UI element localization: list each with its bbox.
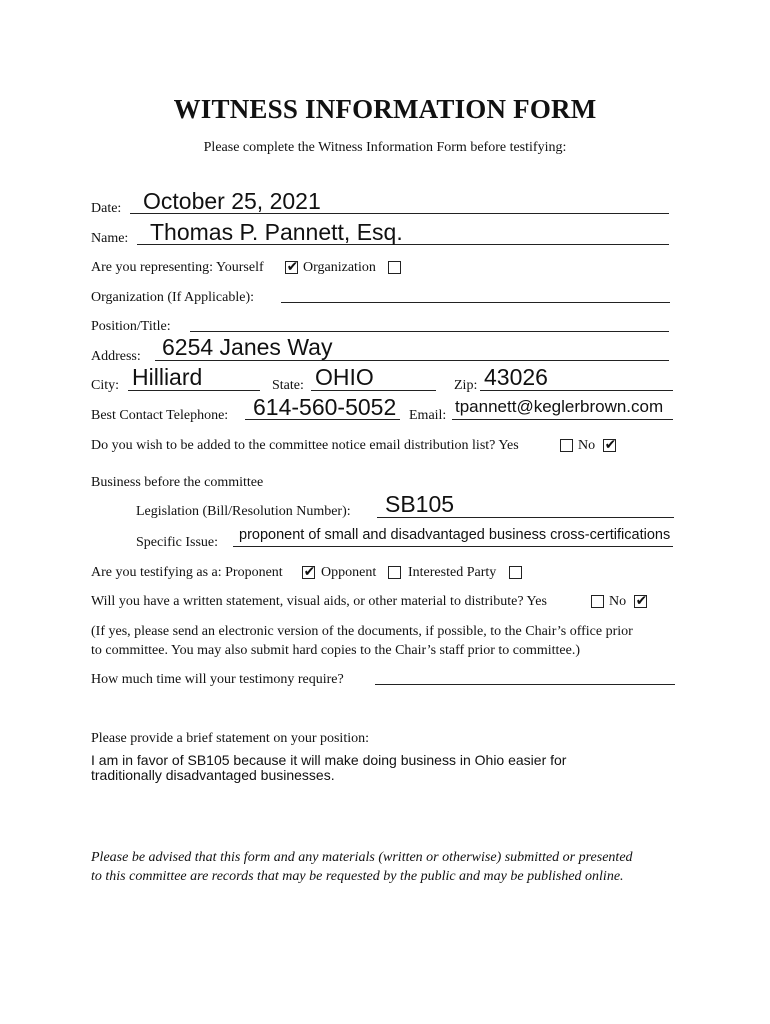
organization-field[interactable] xyxy=(281,302,670,303)
specific-issue-field[interactable]: proponent of small and disadvantaged business cross-certifications xyxy=(239,527,671,543)
disclaimer-line1: Please be advised that this form and any materials (written or otherwise) submitted or presented xyxy=(91,850,633,865)
opponent-label: Opponent xyxy=(321,565,377,580)
position-label: Position/Title: xyxy=(91,319,171,334)
written-material-label: Will you have a written statement, visual aids, or other material to distribute? Yes xyxy=(91,594,547,609)
statement-line1[interactable]: I am in favor of SB105 because it will make doing business in Ohio easier for xyxy=(91,752,567,768)
check-icon: ✔ xyxy=(604,437,617,453)
specific-issue-label: Specific Issue: xyxy=(136,535,219,550)
organization-label: Organization (If Applicable): xyxy=(91,290,255,305)
testimony-time-field[interactable] xyxy=(375,684,675,685)
name-label: Name: xyxy=(91,231,129,246)
distribution-no-label: No xyxy=(578,438,596,453)
position-field[interactable] xyxy=(190,331,669,332)
legislation-label: Legislation (Bill/Resolution Number): xyxy=(136,504,351,519)
proponent-checkbox[interactable] xyxy=(302,566,315,579)
zip-field[interactable]: 43026 xyxy=(484,364,548,390)
zip-label: Zip: xyxy=(454,378,478,393)
statement-line2[interactable]: traditionally disadvantaged businesses. xyxy=(91,767,335,783)
check-icon: ✔ xyxy=(635,593,648,609)
interested-party-checkbox[interactable] xyxy=(509,566,522,579)
address-label: Address: xyxy=(91,349,141,364)
electronic-note-line2: to committee. You may also submit hard copies to the Chair’s staff prior to committee.) xyxy=(91,643,581,658)
telephone-label: Best Contact Telephone: xyxy=(91,408,229,423)
yourself-checkbox[interactable] xyxy=(285,261,298,274)
address-field[interactable]: 6254 Janes Way xyxy=(162,334,333,360)
email-underline xyxy=(452,419,673,420)
form-instructions: Please complete the Witness Information Form before testifying: xyxy=(203,140,567,155)
state-field[interactable]: OHIO xyxy=(315,364,374,390)
city-field[interactable]: Hilliard xyxy=(132,364,203,390)
telephone-field[interactable]: 614-560-5052 xyxy=(253,394,397,420)
city-label: City: xyxy=(91,378,120,393)
statement-label: Please provide a brief statement on your position: xyxy=(91,731,369,746)
specific-issue-underline xyxy=(233,546,673,547)
date-label: Date: xyxy=(91,201,122,216)
interested-party-label: Interested Party xyxy=(408,565,497,580)
email-field[interactable]: tpannett@keglerbrown.com xyxy=(455,397,664,416)
email-label: Email: xyxy=(409,408,447,423)
page-title: WITNESS INFORMATION FORM xyxy=(173,94,597,124)
testimony-time-label: How much time will your testimony require? xyxy=(91,672,344,687)
opponent-checkbox[interactable] xyxy=(388,566,401,579)
electronic-note-line1: (If yes, please send an electronic version of the documents, if possible, to the Chair’s office prior xyxy=(91,624,633,639)
business-heading: Business before the committee xyxy=(91,475,264,490)
written-yes-checkbox[interactable] xyxy=(591,595,604,608)
check-icon: ✔ xyxy=(286,259,299,275)
written-no-label: No xyxy=(609,594,627,609)
representing-label: Are you representing: Yourself xyxy=(91,260,264,275)
testifying-label: Are you testifying as a: Proponent xyxy=(91,565,283,580)
organization-checkbox[interactable] xyxy=(388,261,401,274)
distribution-yes-checkbox[interactable] xyxy=(560,439,573,452)
check-icon: ✔ xyxy=(303,564,316,580)
organization-option-label: Organization xyxy=(303,260,376,275)
written-no-checkbox[interactable] xyxy=(634,595,647,608)
distribution-no-checkbox[interactable] xyxy=(603,439,616,452)
state-label: State: xyxy=(272,378,304,393)
name-field[interactable]: Thomas P. Pannett, Esq. xyxy=(150,219,403,245)
distribution-label: Do you wish to be added to the committee notice email distribution list? Yes xyxy=(91,438,519,453)
legislation-field[interactable]: SB105 xyxy=(385,491,455,517)
date-field[interactable]: October 25, 2021 xyxy=(143,188,321,214)
disclaimer-line2: to this committee are records that may be requested by the public and may be published online. xyxy=(91,869,624,884)
